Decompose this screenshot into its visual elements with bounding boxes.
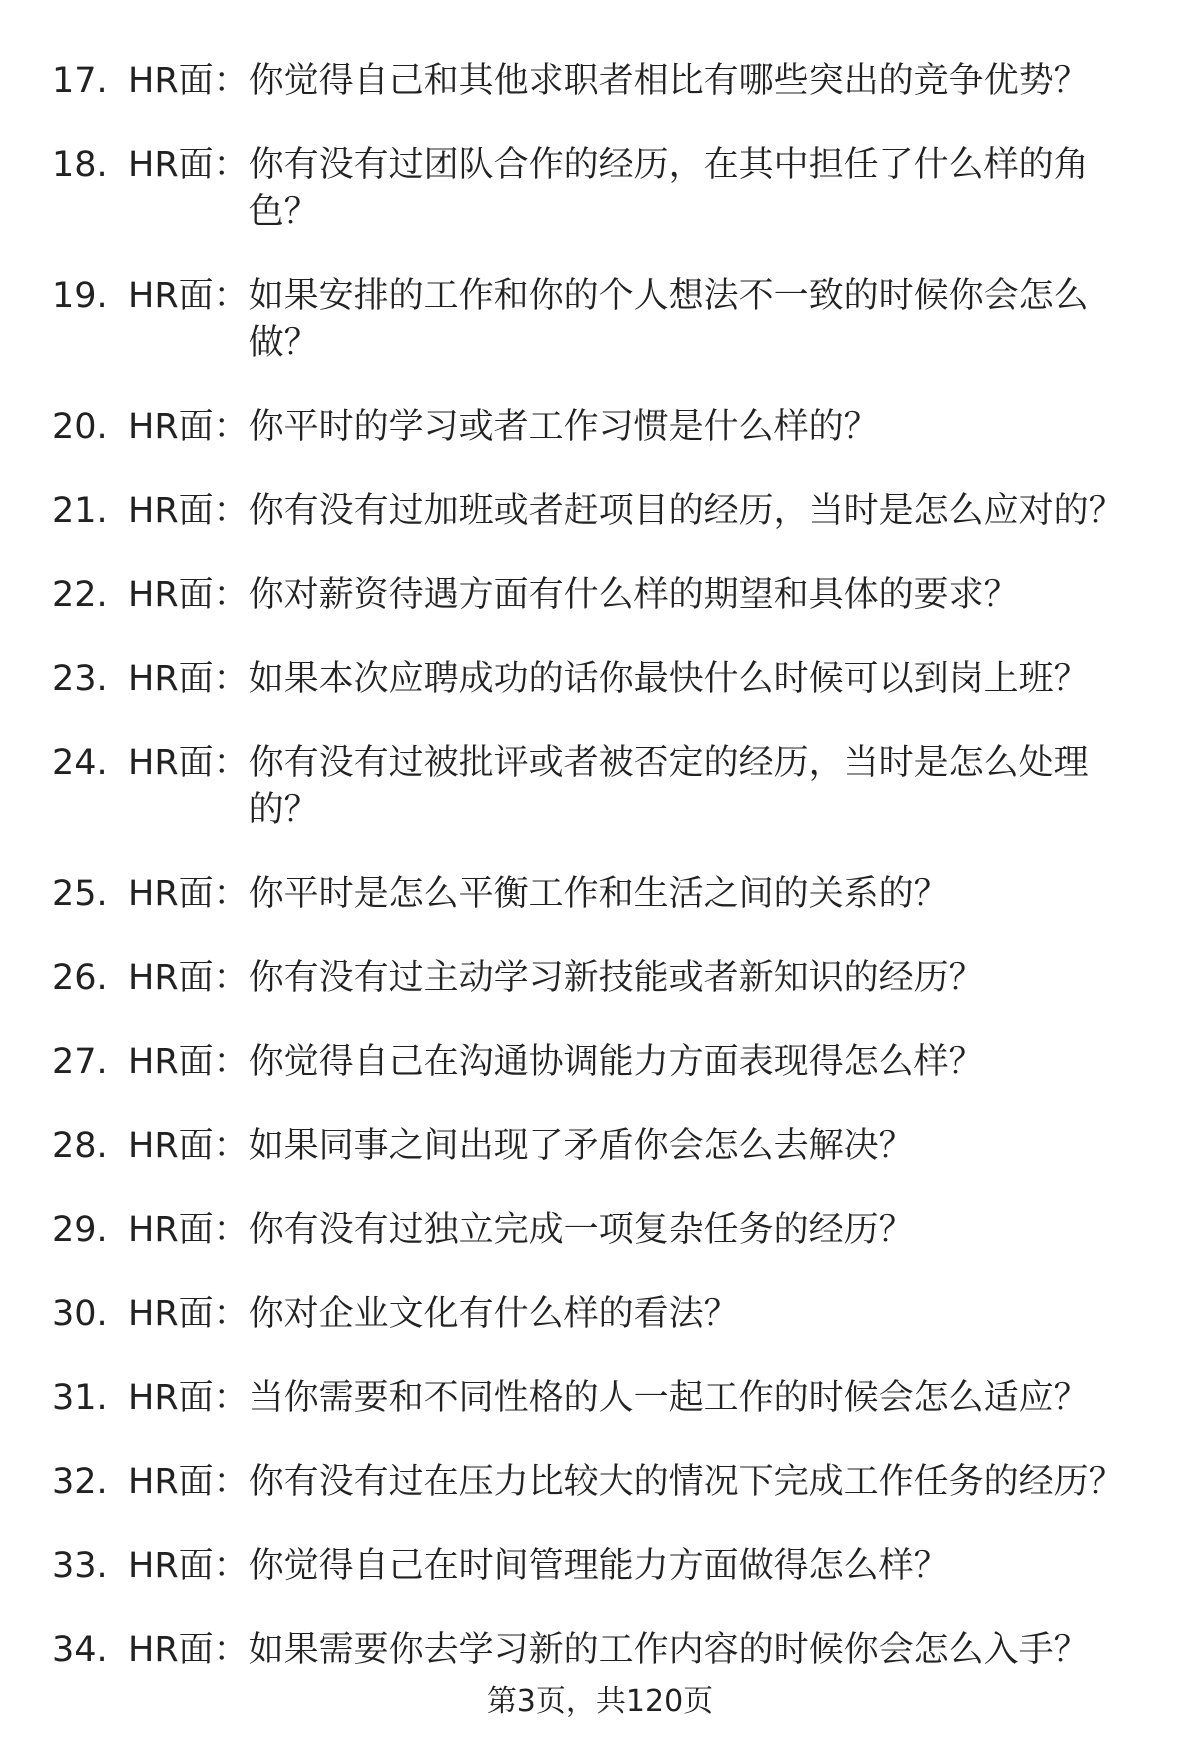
question-item (52, 273, 1152, 367)
question-label: HR面： (128, 958, 249, 998)
question-item (52, 142, 1152, 236)
question-item (52, 1627, 1152, 1674)
question-item (52, 656, 1152, 703)
question-label: HR面： (128, 145, 249, 185)
question-number: 32. (52, 1462, 108, 1502)
question-label: HR面： (128, 1462, 249, 1502)
question-text: 你有没有过加班或者赶项目的经历，当时是怎么应对的？ (248, 491, 1124, 531)
question-text: 如果本次应聘成功的话你最快什么时候可以到岗上班？ (248, 659, 1089, 699)
question-label: HR面： (128, 276, 249, 316)
question-list (52, 58, 1152, 1711)
question-item (52, 871, 1152, 918)
question-label: HR面： (128, 575, 249, 615)
question-label: HR面： (128, 1546, 249, 1586)
question-label: HR面： (128, 874, 249, 914)
question-label: HR面： (128, 743, 249, 783)
question-text: 如果安排的工作和你的个人想法不一致的时候你会怎么做？ (248, 276, 1089, 363)
question-number: 20. (52, 407, 108, 447)
question-item (52, 404, 1152, 451)
question-label: HR面： (128, 407, 249, 447)
question-text: 你平时的学习或者工作习惯是什么样的？ (248, 407, 879, 447)
question-text: 你平时是怎么平衡工作和生活之间的关系的？ (248, 874, 949, 914)
question-item (52, 1123, 1152, 1170)
question-text: 你觉得自己在时间管理能力方面做得怎么样？ (248, 1546, 949, 1586)
question-text: 你觉得自己和其他求职者相比有哪些突出的竞争优势？ (248, 61, 1089, 101)
question-number: 30. (52, 1294, 108, 1334)
question-text: 如果同事之间出现了矛盾你会怎么去解决？ (248, 1126, 914, 1166)
question-number: 18. (52, 145, 108, 185)
question-item (52, 1459, 1152, 1506)
question-text: 你对薪资待遇方面有什么样的期望和具体的要求？ (248, 575, 1019, 615)
question-item (52, 1039, 1152, 1086)
question-text: 当你需要和不同性格的人一起工作的时候会怎么适应？ (248, 1378, 1089, 1418)
question-number: 33. (52, 1546, 108, 1586)
question-label: HR面： (128, 61, 249, 101)
question-number: 27. (52, 1042, 108, 1082)
question-number: 34. (52, 1630, 108, 1670)
question-text: 如果需要你去学习新的工作内容的时候你会怎么入手？ (248, 1630, 1089, 1670)
question-item (52, 1207, 1152, 1254)
question-label: HR面： (128, 1378, 249, 1418)
question-item (52, 58, 1152, 105)
question-text: 你有没有过被批评或者被否定的经历，当时是怎么处理的？ (248, 743, 1089, 830)
question-label: HR面： (128, 1042, 249, 1082)
question-item (52, 488, 1152, 535)
question-number: 21. (52, 491, 108, 531)
question-text: 你有没有过在压力比较大的情况下完成工作任务的经历？ (248, 1462, 1124, 1502)
question-label: HR面： (128, 1210, 249, 1250)
question-item (52, 572, 1152, 619)
question-number: 23. (52, 659, 108, 699)
question-number: 25. (52, 874, 108, 914)
question-number: 29. (52, 1210, 108, 1250)
question-text: 你对企业文化有什么样的看法？ (248, 1294, 739, 1334)
question-number: 28. (52, 1126, 108, 1166)
question-number: 17. (52, 61, 108, 101)
question-item (52, 1543, 1152, 1590)
question-text: 你有没有过主动学习新技能或者新知识的经历？ (248, 958, 984, 998)
question-number: 22. (52, 575, 108, 615)
question-item (52, 955, 1152, 1002)
question-label: HR面： (128, 1126, 249, 1166)
question-text: 你有没有过独立完成一项复杂任务的经历？ (248, 1210, 914, 1250)
question-number: 24. (52, 743, 108, 783)
question-label: HR面： (128, 1294, 249, 1334)
question-number: 19. (52, 276, 108, 316)
question-label: HR面： (128, 491, 249, 531)
question-label: HR面： (128, 659, 249, 699)
question-label: HR面： (128, 1630, 249, 1670)
question-item (52, 1375, 1152, 1422)
question-text: 你觉得自己在沟通协调能力方面表现得怎么样？ (248, 1042, 984, 1082)
question-text: 你有没有过团队合作的经历，在其中担任了什么样的角色？ (248, 145, 1089, 232)
question-number: 26. (52, 958, 108, 998)
question-item (52, 740, 1152, 834)
question-item (52, 1291, 1152, 1338)
page-footer: 第3页，共120页 (486, 1684, 714, 1719)
question-number: 31. (52, 1378, 108, 1418)
